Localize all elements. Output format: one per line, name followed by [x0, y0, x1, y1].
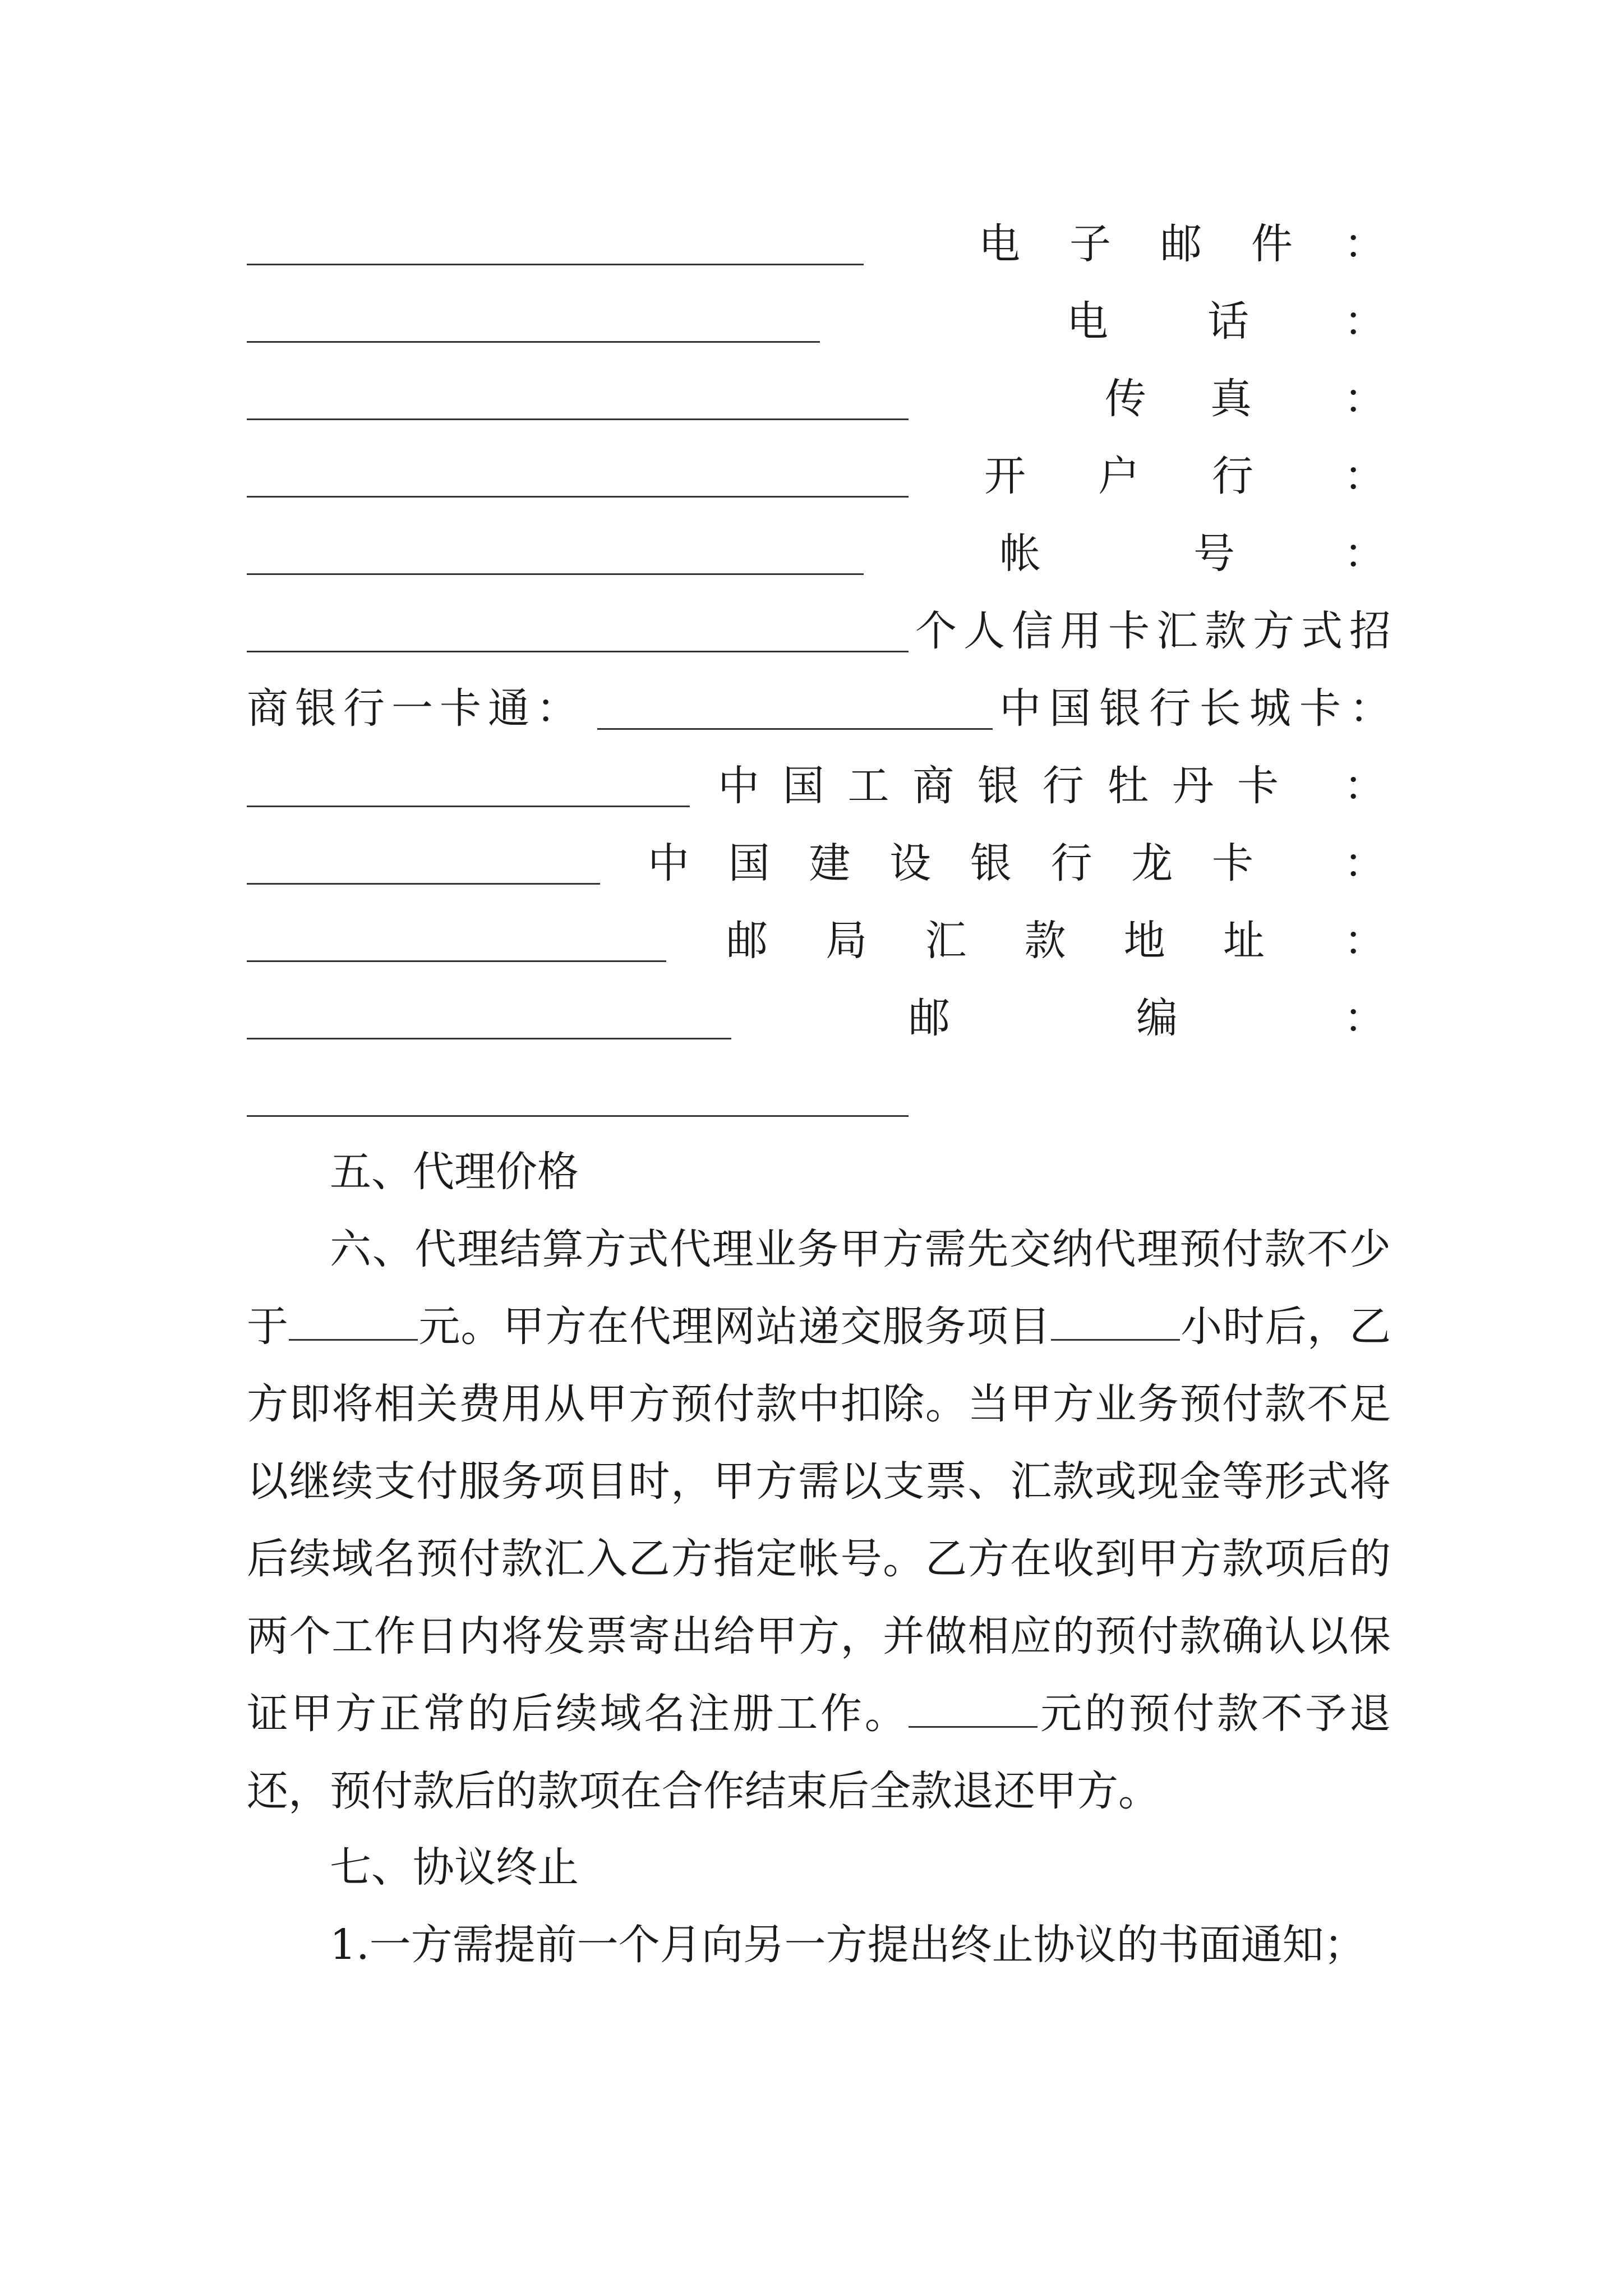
ccb-row: [247, 835, 1391, 891]
phone-field-row: [247, 293, 1391, 349]
icbc-colon: ：: [1344, 762, 1385, 810]
fax-colon: ：: [1344, 375, 1385, 423]
card-intro-row: [247, 603, 1391, 659]
email-label: 电子邮件: [979, 220, 1293, 268]
post-address-label: 邮局汇款地址: [726, 917, 1265, 965]
zip-colon: ：: [1344, 994, 1385, 1042]
phone-colon: ：: [1344, 297, 1385, 346]
icbc-card-label: 中国工商银行牡丹卡: [718, 762, 1279, 810]
section-5-title: 五、代理价格: [330, 1148, 579, 1196]
non-refundable-amount-blank: [909, 1689, 1038, 1728]
zip-blank-line: [247, 1115, 909, 1117]
account-label: 帐号: [999, 530, 1235, 578]
bank-field-row: [247, 448, 1391, 504]
fax-label: 传真: [1105, 375, 1252, 423]
email-field-row: [247, 216, 1391, 272]
account-field-row: [247, 526, 1391, 582]
cmb-blank-line: [597, 728, 993, 730]
hours-blank: [1051, 1302, 1180, 1341]
section-7-title: 七、协议终止: [330, 1843, 579, 1892]
account-colon: ：: [1344, 530, 1385, 578]
section-6-text-a: 六、代理结算方式代理业务甲方需先交纳代理预付款不少于: [247, 1225, 1391, 1351]
zip-label: 邮编: [909, 994, 1178, 1042]
min-prepayment-blank: [289, 1302, 418, 1341]
post-colon: ：: [1344, 917, 1385, 965]
ccb-card-label: 中国建设银行龙卡: [648, 839, 1253, 887]
boc-card-label: 中国银行长城卡：: [999, 684, 1391, 733]
section-6-text-c: 小时后，乙方即将相关费用从甲方预付款中扣除。当甲方业务预付款不足以继续支付服务项目时，甲方需以支票、汇款或现金等形式将后续域名预付款汇入乙方指定帐号。乙方在收到甲方款项后的两个工作日内将发票寄出给甲方，并做相应的预付款确认以保证甲方正常的后续域名注册工作。: [247, 1303, 1391, 1738]
cmb-card-label: 商银行一卡通：: [247, 684, 578, 733]
card-intro-text: 个人信用卡汇款方式招: [915, 607, 1391, 655]
section-6-text-b: 元。甲方在代理网站递交服务项目: [418, 1303, 1052, 1351]
section-6-text-d: 元的预付款不予退还，预付款后的款项在合作结束后全款退还甲方。: [247, 1690, 1391, 1815]
section-6-paragraph: [247, 1211, 1391, 1830]
ccb-colon: ：: [1344, 839, 1385, 887]
bank-colon: ：: [1344, 452, 1385, 500]
icbc-row: [247, 758, 1391, 814]
section-7-item-1: 1.一方需提前一个月向另一方提出终止协议的书面通知；: [330, 1921, 1366, 1969]
phone-label: 电话: [1067, 297, 1249, 346]
post-row: [247, 913, 1391, 969]
fax-field-row: [247, 371, 1391, 427]
email-colon: ：: [1344, 220, 1385, 268]
zip-row: [247, 990, 1391, 1046]
bank-label: 开户行: [984, 452, 1253, 500]
